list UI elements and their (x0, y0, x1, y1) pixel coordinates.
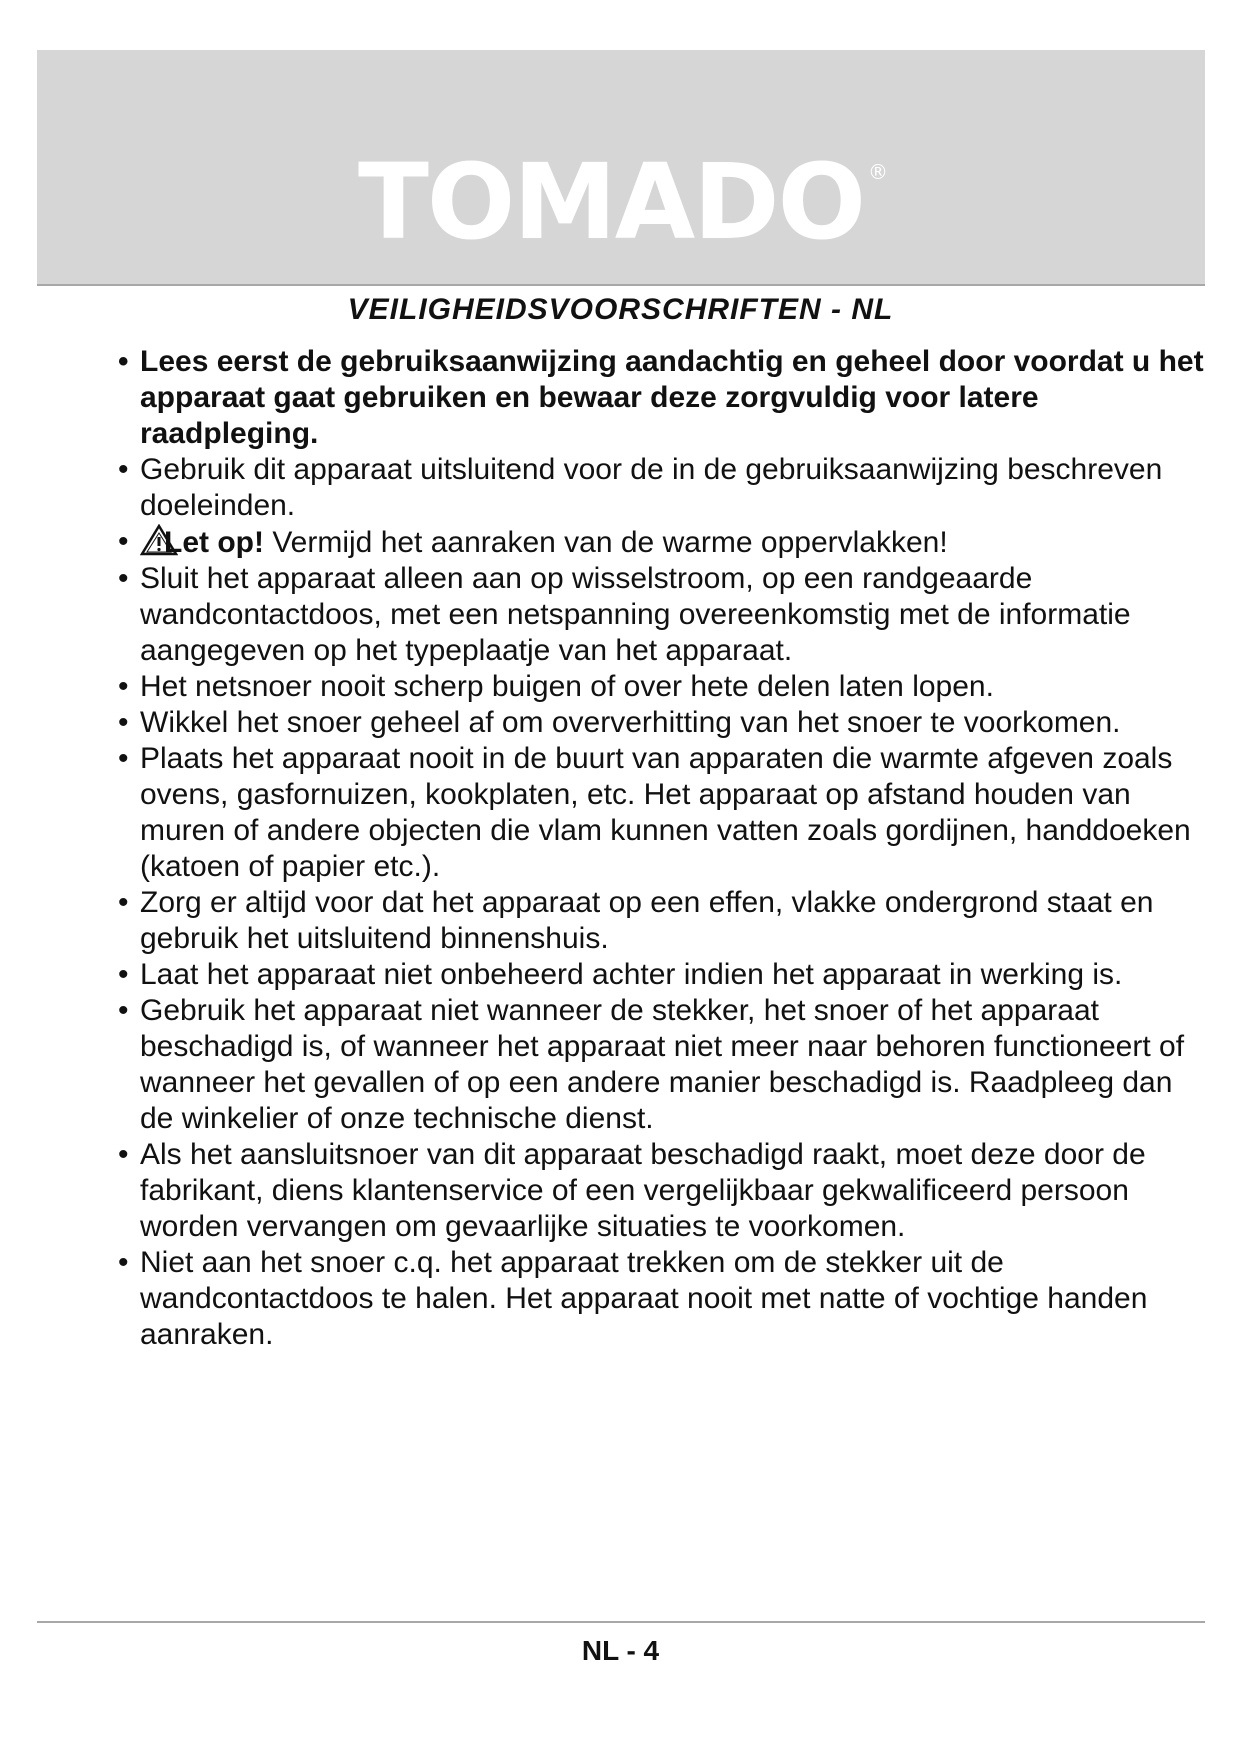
page-number: NL - 4 (581, 1635, 660, 1666)
list-item (118, 669, 1208, 705)
list-item-text: Gebruik het apparaat niet wanneer de stekker, het snoer of het apparaat beschadigd is, of wanneer het apparaat niet meer naar behoren functioneert of wanneer het gevallen of op een andere manier beschadigd is. Raadpleeg dan de winkelier of onze technische dienst. (140, 994, 1185, 1135)
list-item-text: Sluit het apparaat alleen aan op wisselstroom, op een randgeaarde wandcontactdoos, met een netspanning overeenkomstig met de informatie aangegeven op het typeplaatje van het apparaat. (140, 562, 1131, 667)
list-item-text: Wikkel het snoer geheel af om oververhitting van het snoer te voorkomen. (140, 706, 1121, 739)
list-item (118, 1137, 1208, 1245)
list-item-text: Het netsnoer nooit scherp buigen of over hete delen laten lopen. (140, 670, 994, 703)
list-item (118, 993, 1208, 1137)
safety-instructions-list (118, 344, 1208, 1353)
registered-mark: ® (868, 160, 889, 184)
list-item-text: Zorg er altijd voor dat het apparaat op een effen, vlakke ondergrond staat en gebruik het uitsluitend binnenshuis. (140, 886, 1154, 955)
list-item-text: Niet aan het snoer c.q. het apparaat trekken om de stekker uit de wandcontactdoos te halen. Het apparaat nooit met natte of vochtige handen aanraken. (140, 1246, 1148, 1351)
list-item-text: Gebruik dit apparaat uitsluitend voor de in de gebruiksaanwijzing beschreven doeleinden. (140, 453, 1163, 522)
footer-divider (37, 1621, 1205, 1623)
list-item (118, 705, 1208, 741)
header-banner (37, 50, 1205, 286)
list-item (118, 741, 1208, 885)
brand-name: TOMADO (357, 141, 865, 263)
list-item (118, 452, 1208, 524)
list-item (118, 561, 1208, 669)
list-item-text: Vermijd het aanraken van de warme oppervlakken! (263, 526, 948, 559)
list-item-text: Als het aansluitsnoer van dit apparaat beschadigd raakt, moet deze door de fabrikant, diens klantenservice of een vergelijkbaar gekwalificeerd persoon worden vervangen om gevaarlijke situaties te voorkomen. (140, 1138, 1146, 1243)
list-item (118, 1245, 1208, 1353)
list-item (118, 344, 1208, 452)
list-item (118, 885, 1208, 957)
section-title: VEILIGHEIDSVOORSCHRIFTEN - NL (347, 293, 894, 326)
list-item (118, 957, 1208, 993)
list-item-text: Lees eerst de gebruiksaanwijzing aandachtig en geheel door voordat u het apparaat gaat gebruiken en bewaar deze zorgvuldig voor latere raadpleging. (140, 345, 1204, 450)
list-item (118, 524, 1208, 561)
brand-logo (37, 141, 1205, 263)
warning-lead: Let op! (164, 526, 264, 559)
list-item-text: Laat het apparaat niet onbeheerd achter indien het apparaat in werking is. (140, 958, 1123, 991)
list-item-text: Plaats het apparaat nooit in de buurt van apparaten die warmte afgeven zoals ovens, gasfornuizen, kookplaten, etc. Het apparaat op afstand houden van muren of andere objecten die vlam kunnen vatten zoals gordijnen, handdoeken (katoen of papier etc.). (140, 742, 1191, 883)
